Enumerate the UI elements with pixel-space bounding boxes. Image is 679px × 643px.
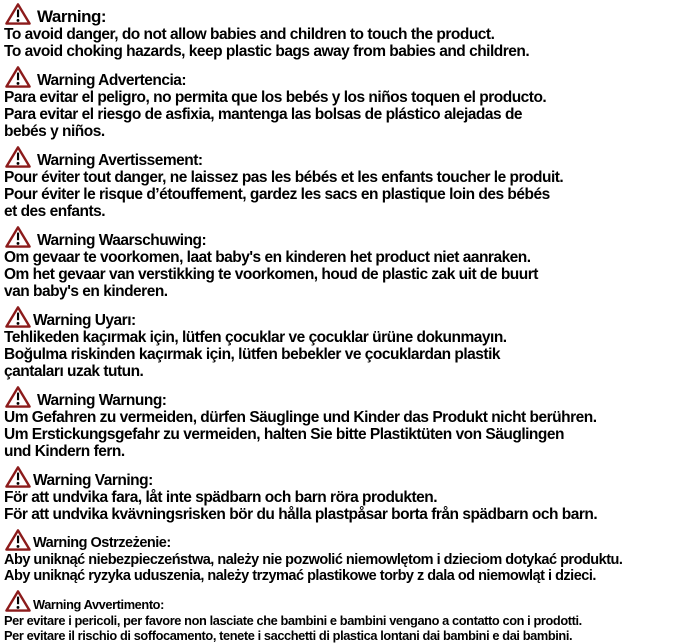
warning-heading-row [4,305,679,329]
warning-heading: Warning Avertissement: [37,152,203,169]
warning-line: Per evitare i pericoli, per favore non lasciate che bambini e bambini vengano a contatto con i prodotti. [4,613,582,628]
warning-line: van baby's en kinderen. [4,283,168,300]
warning-heading: Warning Waarschuwing: [37,232,207,249]
warning-line: To avoid danger, do not allow babies and children to touch the product. [4,26,495,43]
warning-line: To avoid choking hazards, keep plastic bags away from babies and children. [4,43,530,60]
warning-triangle-icon [4,528,32,552]
warning-triangle-icon [4,385,32,409]
warning-triangle-icon [4,465,32,489]
warning-heading: Warning Uyarı: [33,312,136,329]
warning-line: und Kindern fern. [4,443,125,460]
warning-line: Om gevaar te voorkomen, laat baby's en kinderen het product niet aanraken. [4,249,531,266]
warning-heading-row [4,528,679,552]
warning-line: Um Erstickungsgefahr zu vermeiden, halten Sie bitte Plastiktüten von Säuglingen [4,426,564,443]
warning-section-polish [4,528,679,584]
warning-line: Pour éviter tout danger, ne laissez pas les bébés et les enfants toucher le produit. [4,169,564,186]
warning-heading: Warning Advertencia: [37,72,187,89]
warning-line: Boğulma riskinden kaçırmak için, lütfen bebekler ve çocuklardan plastik [4,346,500,363]
warning-heading-row [4,145,679,169]
warning-line: Um Gefahren zu vermeiden, dürfen Säuglinge und Kinder das Produkt nicht berühren. [4,409,597,426]
warning-line: Tehlikeden kaçırmak için, lütfen çocuklar ve çocuklar ürüne dokunmayın. [4,329,507,346]
warning-triangle-icon [4,589,32,613]
warning-heading-row [4,385,679,409]
warning-heading: Warning Avvertimento: [33,597,164,612]
warning-heading: Warning Ostrzeżenie: [33,535,171,551]
warning-heading: Warning Warnung: [37,392,167,409]
warning-line: Om het gevaar van verstikking te voorkomen, houd de plastic zak uit de buurt [4,266,538,283]
warning-section-turkish [4,305,679,380]
warning-line: çantaları uzak tutun. [4,363,144,380]
warning-line: Aby uniknąć ryzyka uduszenia, należy trzymać plastikowe torby z dala od niemowląt i dzieci. [4,568,596,584]
warning-triangle-icon [4,225,32,249]
warning-heading-row [4,465,679,489]
warning-section-swedish [4,465,679,523]
warning-line: et des enfants. [4,203,106,220]
warning-triangle-icon [4,2,32,26]
warning-line: Para evitar el peligro, no permita que los bebés y los niños toquen el producto. [4,89,547,106]
warning-section-german [4,385,679,460]
warning-line: För att undvika fara, låt inte spädbarn och barn röra produkten. [4,489,438,506]
warning-line: För att undvika kvävningsrisken bör du hålla plastpåsar borta från spädbarn och barn. [4,506,598,523]
warning-line: Per evitare il rischio di soffocamento, tenete i sacchetti di plastica lontani dai bambini e dai bambini. [4,628,573,643]
warning-heading-row [4,589,679,613]
warning-section-spanish [4,65,679,140]
warning-heading: Warning Varning: [33,472,153,489]
warning-line: Aby uniknąć niebezpieczeństwa, należy nie pozwolić niemowlętom i dzieciom dotykać produktu. [4,552,623,568]
warning-heading-row [4,2,679,26]
warning-section-french [4,145,679,220]
warning-section-dutch [4,225,679,300]
warning-section-italian [4,589,679,643]
warning-heading-row [4,65,679,89]
warning-heading-row [4,225,679,249]
warning-section-english [4,2,679,60]
warning-heading: Warning: [37,7,107,26]
warning-line: Para evitar el riesgo de asfixia, mantenga las bolsas de plástico alejadas de [4,106,523,123]
warning-triangle-icon [4,145,32,169]
warning-line: Pour éviter le risque d’étouffement, gardez les sacs en plastique loin des bébés [4,186,550,203]
warning-triangle-icon [4,65,32,89]
warning-line: bebés y niños. [4,123,105,140]
warning-triangle-icon [4,305,32,329]
